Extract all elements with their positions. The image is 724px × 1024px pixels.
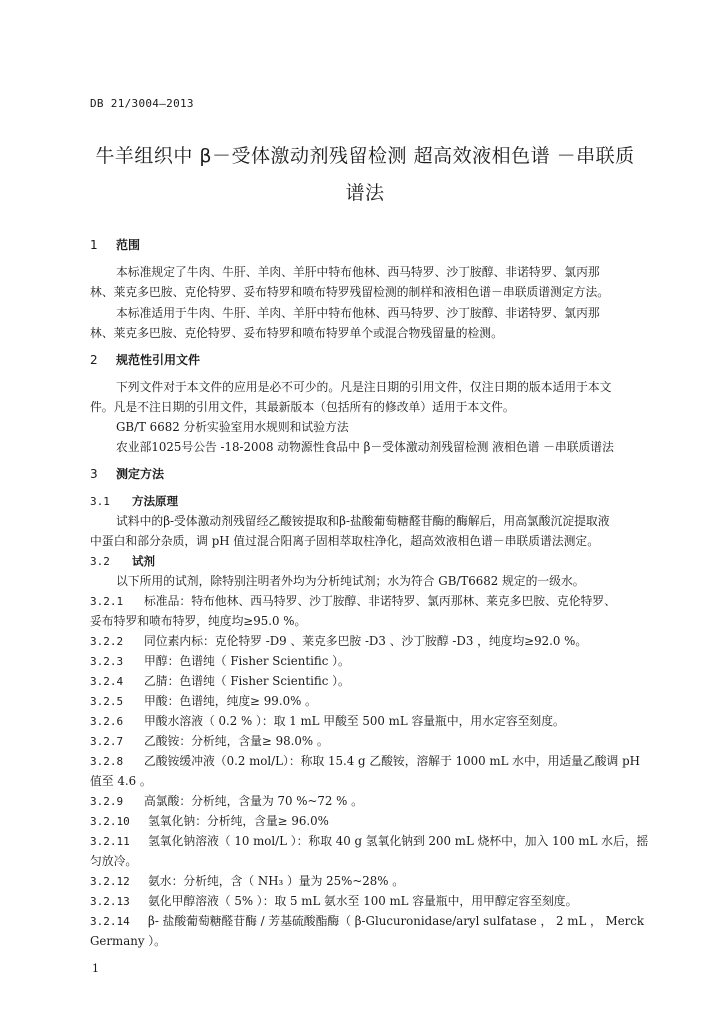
item-number: 3.2.10	[90, 815, 130, 828]
reagent-item	[90, 914, 644, 929]
paragraph-line: 中蛋白和部分杂质，调 pH 值过混合阳离子固相萃取柱净化，超高效液相色谱－串联质谱法测定。	[90, 534, 600, 548]
reagent-item	[90, 794, 363, 809]
item-text: 氢氧化钠溶液（ 10 mol/L ）：称取 40 g 氢氧化钠到 200 mL 烧杯中，加入 100 mL 水后，摇	[148, 834, 649, 848]
item-text: 甲酸水溶液（ 0.2 % ）：取 1 mL 甲酸至 500 mL 容量瓶中，用水定容至刻度。	[144, 714, 565, 728]
item-text: 乙酸铵缓冲液（0.2 mol/L）：称取 15.4 g 乙酸铵，溶解于 1000 mL 水中，用适量乙酸调 pH	[144, 754, 640, 768]
item-continuation: 匀放冷。	[90, 854, 138, 868]
item-number: 3.2.5	[90, 695, 124, 708]
item-number: 3.2.3	[90, 655, 124, 668]
item-number: 3.2.14	[90, 915, 130, 928]
subsection-number: 3.1	[90, 495, 110, 508]
item-text: 氨水：分析纯，含（ NH₃ ）量为 25%~28% 。	[148, 874, 405, 888]
section-title: 规范性引用文件	[116, 353, 201, 367]
reagent-item	[90, 874, 404, 889]
section-heading-2	[90, 353, 200, 367]
reagent-item	[90, 734, 329, 749]
reagent-item	[90, 694, 317, 709]
item-text: 乙酸铵：分析纯，含量≥ 98.0% 。	[144, 734, 329, 748]
reagent-item	[90, 714, 565, 729]
section-title: 测定方法	[116, 467, 165, 481]
item-number: 3.2.8	[90, 755, 124, 768]
section-heading-1	[90, 238, 140, 252]
item-text: 氢氧化钠：分析纯，含量≥ 96.0%	[148, 814, 329, 828]
section-title: 范围	[116, 238, 141, 252]
reference-item: 农业部1025号公告 -18-2008 动物源性食品中 β－受体激动剂残留检测 液相色谱 －串联质谱法	[116, 440, 614, 454]
paragraph-line: 林、莱克多巴胺、克伦特罗、妥布特罗和喷布特罗残留检测的制样和液相色谱－串联质谱测定方法。	[90, 285, 610, 299]
reagent-item	[90, 754, 640, 769]
subsection-number: 3.2	[90, 555, 110, 568]
reagent-item	[90, 814, 329, 829]
section-number: 1	[90, 238, 98, 252]
subsection-heading-3-1	[90, 494, 178, 509]
paragraph-line: 林、莱克多巴胺、克伦特罗、妥布特罗和喷布特罗单个或混合物残留量的检测。	[90, 326, 503, 340]
paragraph-line: 试料中的β-受体激动剂残留经乙酸铵提取和β-盐酸葡萄糖醛苷酶的酶解后，用高氯酸沉淀提取液	[116, 514, 610, 528]
item-text: 乙腈：色谱纯（ Fisher Scientific ）。	[144, 674, 350, 688]
subsection-title: 方法原理	[132, 494, 178, 508]
reagent-item	[90, 834, 648, 849]
reagent-item	[90, 674, 350, 689]
subsection-title: 试剂	[132, 554, 155, 568]
item-text: 甲醇：色谱纯（ Fisher Scientific ）。	[144, 654, 350, 668]
item-continuation: 值至 4.6 。	[90, 774, 152, 788]
item-number: 3.2.11	[90, 835, 130, 848]
document-title-line2: 谱法	[345, 182, 385, 204]
page-number: 1	[92, 962, 99, 975]
item-text: 标准品：特布他林、西马特罗、沙丁胺醇、非诺特罗、氯丙那林、莱克多巴胺、克伦特罗、	[144, 594, 616, 608]
paragraph-line: 件。凡是不注日期的引用文件，其最新版本（包括所有的修改单）适用于本文件。	[90, 400, 515, 414]
paragraph-line: 以下所用的试剂，除特别注明者外均为分析纯试剂；水为符合 GB/T6682 规定的一级水。	[116, 574, 585, 588]
reagent-item	[90, 634, 587, 649]
standard-number: DB 21/3004—2013	[90, 97, 194, 110]
section-number: 2	[90, 353, 98, 367]
reagent-item	[90, 894, 577, 909]
paragraph-line: 下列文件对于本文件的应用是必不可少的。凡是注日期的引用文件，仅注日期的版本适用于本文	[116, 380, 612, 394]
section-heading-3	[90, 467, 164, 481]
item-number: 3.2.4	[90, 675, 124, 688]
item-number: 3.2.7	[90, 735, 124, 748]
item-continuation: Germany ）。	[90, 934, 166, 948]
document-title-line1: 牛羊组织中 β－受体激动剂残留检测 超高效液相色谱 －串联质	[95, 145, 635, 167]
item-number: 3.2.2	[90, 635, 124, 648]
item-text: 同位素内标：克伦特罗 -D9 、莱克多巴胺 -D3 、沙丁胺醇 -D3 ，纯度均≥92.0 %。	[144, 634, 588, 648]
reagent-item	[90, 594, 616, 609]
item-number: 3.2.12	[90, 875, 130, 888]
reagent-item	[90, 654, 350, 669]
paragraph-line: 本标准适用于牛肉、牛肝、羊肉、羊肝中特布他林、西马特罗、沙丁胺醇、非诺特罗、氯丙那	[116, 306, 600, 320]
paragraph-line: 本标准规定了牛肉、牛肝、羊肉、羊肝中特布他林、西马特罗、沙丁胺醇、非诺特罗、氯丙那	[116, 265, 600, 279]
item-text: 氨化甲醇溶液（ 5% ）：取 5 mL 氨水至 100 mL 容量瓶中，用甲醇定容至刻度。	[148, 894, 578, 908]
item-number: 3.2.9	[90, 795, 124, 808]
item-text: 高氯酸：分析纯，含量为 70 %~72 % 。	[144, 794, 363, 808]
item-text: 甲酸：色谱纯，纯度≥ 99.0% 。	[144, 694, 317, 708]
item-number: 3.2.1	[90, 595, 124, 608]
section-number: 3	[90, 467, 98, 481]
item-text: β- 盐酸葡萄糖醛苷酶 / 芳基硫酸酯酶（ β-Glucuronidase/aryl sulfatase ， 2 mL ， Merck	[148, 914, 645, 928]
item-number: 3.2.6	[90, 715, 124, 728]
item-continuation: 妥布特罗和喷布特罗，纯度均≥95.0 %。	[90, 614, 307, 628]
reference-item: GB/T 6682 分析实验室用水规则和试验方法	[116, 420, 349, 434]
subsection-heading-3-2	[90, 554, 155, 569]
item-number: 3.2.13	[90, 895, 130, 908]
